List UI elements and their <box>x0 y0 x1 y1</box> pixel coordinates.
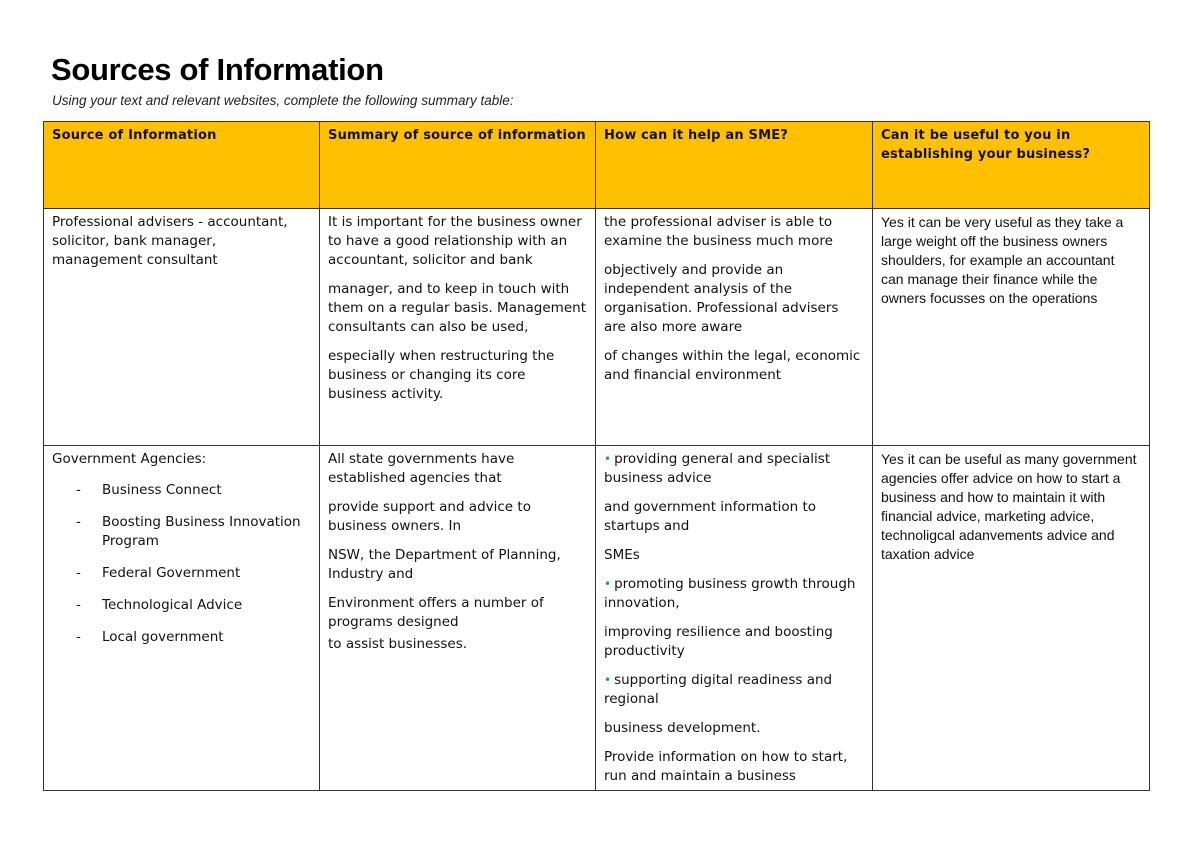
help-paragraph <box>604 671 863 709</box>
summary-paragraph: manager, and to keep in touch with them on a regular basis. Management consultants can also be used, <box>328 281 586 335</box>
list-item <box>52 564 310 583</box>
list-item-label: Technological Advice <box>102 597 243 613</box>
help-paragraph: of changes within the legal, economic and financial environment <box>604 348 861 383</box>
list-item-label: Local government <box>102 629 224 645</box>
help-paragraph <box>604 575 863 613</box>
help-text: supporting digital readiness and regional <box>604 672 833 707</box>
help-paragraph: objectively and provide an independent analysis of the organisation. Professional advisers are also more aware <box>604 262 839 335</box>
summary-paragraph: especially when restructuring the business or changing its core business activity. <box>328 348 555 402</box>
dash-marker: - <box>76 597 81 613</box>
dash-marker: - <box>76 514 81 530</box>
header-help: How can it help an SME? <box>596 122 873 209</box>
useful-text: Yes it can be useful as many government agencies offer advice on how to start a business and how to maintain it with financial advice, marketing advice, technoligcal adanvements advice and taxation advice <box>881 451 1137 562</box>
help-paragraph <box>604 450 863 488</box>
help-paragraph: business development. <box>604 720 761 736</box>
summary-cell <box>320 446 596 791</box>
help-paragraph: and government information to startups and <box>604 499 817 534</box>
help-text: providing general and specialist business advice <box>604 451 831 486</box>
table-row <box>44 446 1150 791</box>
summary-paragraph: provide support and advice to business owners. In <box>328 499 531 534</box>
summary-paragraph: to assist businesses. <box>328 636 468 652</box>
help-paragraph: Provide information on how to start, run and maintain a business <box>604 749 848 784</box>
help-paragraph: SMEs <box>604 547 640 563</box>
list-item <box>52 596 310 615</box>
header-source: Source of Information <box>44 122 320 209</box>
list-item <box>52 481 310 500</box>
summary-paragraph: All state governments have established agencies that <box>328 451 515 486</box>
header-useful: Can it be useful to you in establishing your business? <box>873 122 1150 209</box>
list-item-label: Federal Government <box>102 565 241 581</box>
bullet-icon: • <box>604 577 612 591</box>
list-item-label: Boosting Business Innovation Program <box>102 514 301 549</box>
help-text: promoting business growth through innovation, <box>604 576 856 611</box>
help-paragraph: the professional adviser is able to examine the business much more <box>604 214 833 249</box>
dash-marker: - <box>76 565 81 581</box>
source-heading: Government Agencies: <box>52 451 207 467</box>
summary-table <box>43 121 1150 791</box>
header-row <box>44 122 1150 209</box>
agency-list <box>52 481 310 647</box>
header-summary: Summary of source of information <box>320 122 596 209</box>
summary-paragraph: NSW, the Department of Planning, Industry and <box>328 547 561 582</box>
useful-cell <box>873 209 1150 446</box>
list-item <box>52 628 310 647</box>
help-paragraph: improving resilience and boosting productivity <box>604 624 833 659</box>
summary-cell <box>320 209 596 446</box>
useful-text: Yes it can be very useful as they take a large weight off the business owners shoulders, for example an accountant can manage their finance while the owners focusses on the operations <box>881 214 1124 306</box>
page-title: Sources of Information <box>51 52 384 87</box>
source-text: Professional advisers - accountant, solicitor, bank manager, management consultant <box>52 214 288 268</box>
list-item <box>52 513 310 551</box>
list-item-label: Business Connect <box>102 482 222 498</box>
useful-cell <box>873 446 1150 791</box>
help-cell <box>596 209 873 446</box>
summary-paragraph: It is important for the business owner to have a good relationship with an accountant, solicitor and bank <box>328 214 582 268</box>
bullet-icon: • <box>604 673 612 687</box>
source-cell <box>44 446 320 791</box>
dash-marker: - <box>76 629 81 645</box>
help-cell <box>596 446 873 791</box>
table-row <box>44 209 1150 446</box>
dash-marker: - <box>76 482 81 498</box>
summary-paragraph: Environment offers a number of programs designed <box>328 595 544 630</box>
source-cell <box>44 209 320 446</box>
bullet-icon: • <box>604 452 612 466</box>
page-subtitle: Using your text and relevant websites, complete the following summary table: <box>52 93 514 108</box>
